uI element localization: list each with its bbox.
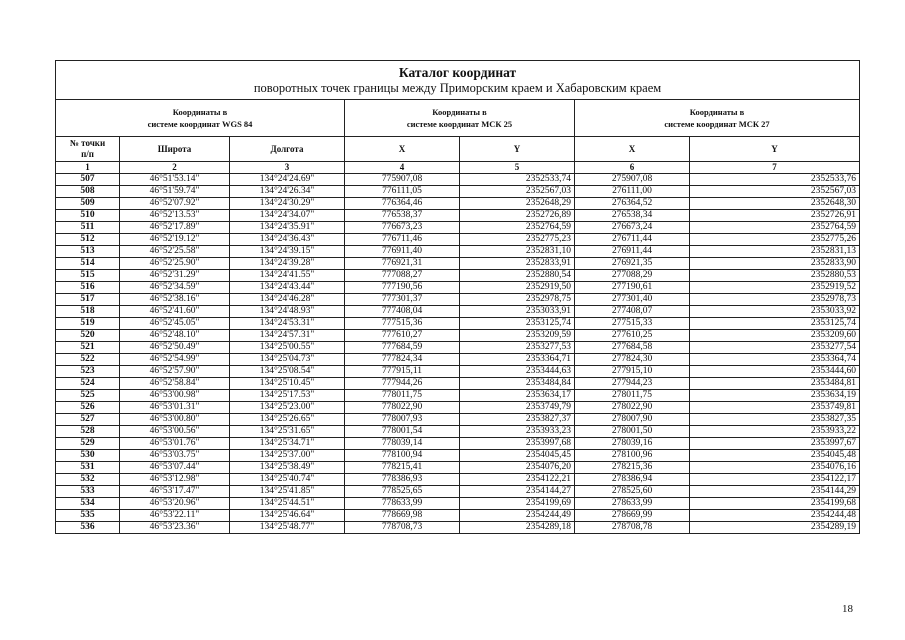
table-row xyxy=(56,186,860,198)
cell-latitude: 46°52'13.53" xyxy=(120,210,230,222)
cell-x-msk25: 778215,41 xyxy=(345,462,460,474)
cell-latitude: 46°53'01.31" xyxy=(120,402,230,414)
cell-y-msk27: 2353484,81 xyxy=(690,378,860,390)
table-row xyxy=(56,450,860,462)
cell-point-number: 535 xyxy=(56,510,120,522)
header-x-msk27: X xyxy=(575,137,690,162)
cell-point-number: 523 xyxy=(56,366,120,378)
cell-point-number: 520 xyxy=(56,330,120,342)
table-row xyxy=(56,198,860,210)
cell-x-msk27: 276673,24 xyxy=(575,222,690,234)
cell-y-msk25: 2353827,37 xyxy=(460,414,575,426)
cell-point-number: 510 xyxy=(56,210,120,222)
cell-point-number: 529 xyxy=(56,438,120,450)
cell-longitude: 134°25'38.49" xyxy=(230,462,345,474)
cell-x-msk25: 777408,04 xyxy=(345,306,460,318)
cell-longitude: 134°24'34.07" xyxy=(230,210,345,222)
cell-y-msk25: 2354144,27 xyxy=(460,486,575,498)
cell-y-msk25: 2353125,74 xyxy=(460,318,575,330)
cell-x-msk25: 777610,27 xyxy=(345,330,460,342)
cell-latitude: 46°53'00.80" xyxy=(120,414,230,426)
cell-longitude: 134°24'48.93" xyxy=(230,306,345,318)
cell-y-msk25: 2354289,18 xyxy=(460,522,575,534)
cell-x-msk25: 776673,23 xyxy=(345,222,460,234)
cell-y-msk27: 2353364,74 xyxy=(690,354,860,366)
cell-longitude: 134°25'31.65" xyxy=(230,426,345,438)
cell-x-msk25: 778386,93 xyxy=(345,474,460,486)
cell-latitude: 46°53'23.36" xyxy=(120,522,230,534)
cell-x-msk25: 778022,90 xyxy=(345,402,460,414)
cell-point-number: 509 xyxy=(56,198,120,210)
cell-x-msk27: 278100,96 xyxy=(575,450,690,462)
cell-latitude: 46°52'38.16" xyxy=(120,294,230,306)
cell-y-msk25: 2353277,53 xyxy=(460,342,575,354)
cell-y-msk27: 2353827,35 xyxy=(690,414,860,426)
cell-latitude: 46°52'25.58" xyxy=(120,246,230,258)
cell-latitude: 46°52'19.12" xyxy=(120,234,230,246)
column-number: 1 xyxy=(56,162,120,174)
cell-latitude: 46°52'45.05" xyxy=(120,318,230,330)
cell-point-number: 533 xyxy=(56,486,120,498)
cell-latitude: 46°53'01.76" xyxy=(120,438,230,450)
cell-y-msk25: 2353444,63 xyxy=(460,366,575,378)
cell-y-msk25: 2352978,75 xyxy=(460,294,575,306)
cell-x-msk27: 277408,07 xyxy=(575,306,690,318)
cell-point-number: 534 xyxy=(56,498,120,510)
cell-latitude: 46°52'17.89" xyxy=(120,222,230,234)
cell-latitude: 46°52'25.90" xyxy=(120,258,230,270)
header-y-msk27: Y xyxy=(690,137,860,162)
cell-point-number: 508 xyxy=(56,186,120,198)
cell-x-msk27: 278011,75 xyxy=(575,390,690,402)
cell-x-msk27: 277944,23 xyxy=(575,378,690,390)
cell-y-msk25: 2352831,10 xyxy=(460,246,575,258)
cell-x-msk27: 277190,61 xyxy=(575,282,690,294)
cell-latitude: 46°52'34.59" xyxy=(120,282,230,294)
cell-longitude: 134°25'10.45" xyxy=(230,378,345,390)
cell-x-msk27: 277610,25 xyxy=(575,330,690,342)
cell-x-msk25: 776921,31 xyxy=(345,258,460,270)
cell-point-number: 517 xyxy=(56,294,120,306)
cell-y-msk27: 2352978,73 xyxy=(690,294,860,306)
cell-y-msk25: 2353209,59 xyxy=(460,330,575,342)
cell-x-msk25: 776911,40 xyxy=(345,246,460,258)
table-row xyxy=(56,378,860,390)
cell-longitude: 134°25'37.00" xyxy=(230,450,345,462)
cell-latitude: 46°51'59.74" xyxy=(120,186,230,198)
cell-x-msk27: 276364,52 xyxy=(575,198,690,210)
cell-y-msk27: 2352726,91 xyxy=(690,210,860,222)
page-number: 18 xyxy=(842,603,853,615)
cell-longitude: 134°25'26.65" xyxy=(230,414,345,426)
cell-longitude: 134°24'35.91" xyxy=(230,222,345,234)
cell-longitude: 134°24'43.44" xyxy=(230,282,345,294)
cell-x-msk27: 278669,99 xyxy=(575,510,690,522)
cell-y-msk25: 2353634,17 xyxy=(460,390,575,402)
cell-x-msk25: 777515,36 xyxy=(345,318,460,330)
cell-point-number: 532 xyxy=(56,474,120,486)
cell-y-msk27: 2353749,81 xyxy=(690,402,860,414)
header-x-msk25: X xyxy=(345,137,460,162)
coordinate-catalog xyxy=(55,60,859,534)
cell-latitude: 46°53'03.75" xyxy=(120,450,230,462)
cell-latitude: 46°53'22.11" xyxy=(120,510,230,522)
cell-x-msk27: 277684,58 xyxy=(575,342,690,354)
cell-x-msk27: 278039,16 xyxy=(575,438,690,450)
cell-y-msk27: 2353033,92 xyxy=(690,306,860,318)
cell-x-msk25: 778525,65 xyxy=(345,486,460,498)
cell-x-msk27: 275907,08 xyxy=(575,174,690,186)
coordinate-table xyxy=(55,60,860,534)
cell-x-msk27: 278708,78 xyxy=(575,522,690,534)
cell-longitude: 134°24'39.28" xyxy=(230,258,345,270)
cell-longitude: 134°25'34.71" xyxy=(230,438,345,450)
table-row xyxy=(56,354,860,366)
cell-x-msk25: 777824,34 xyxy=(345,354,460,366)
table-row xyxy=(56,438,860,450)
cell-latitude: 46°52'07.92" xyxy=(120,198,230,210)
cell-latitude: 46°53'07.44" xyxy=(120,462,230,474)
cell-y-msk27: 2353933,22 xyxy=(690,426,860,438)
cell-point-number: 536 xyxy=(56,522,120,534)
cell-latitude: 46°53'00.56" xyxy=(120,426,230,438)
table-row xyxy=(56,390,860,402)
cell-longitude: 134°24'39.15" xyxy=(230,246,345,258)
table-row xyxy=(56,234,860,246)
cell-point-number: 531 xyxy=(56,462,120,474)
cell-latitude: 46°52'54.99" xyxy=(120,354,230,366)
cell-x-msk25: 776364,46 xyxy=(345,198,460,210)
cell-x-msk27: 278386,94 xyxy=(575,474,690,486)
cell-point-number: 507 xyxy=(56,174,120,186)
cell-x-msk27: 277515,33 xyxy=(575,318,690,330)
cell-x-msk25: 776711,46 xyxy=(345,234,460,246)
cell-y-msk27: 2354144,29 xyxy=(690,486,860,498)
cell-y-msk27: 2353444,60 xyxy=(690,366,860,378)
cell-x-msk25: 777684,59 xyxy=(345,342,460,354)
cell-x-msk27: 277301,40 xyxy=(575,294,690,306)
column-number: 6 xyxy=(575,162,690,174)
cell-longitude: 134°25'00.55" xyxy=(230,342,345,354)
cell-y-msk25: 2352764,59 xyxy=(460,222,575,234)
cell-point-number: 519 xyxy=(56,318,120,330)
cell-longitude: 134°25'08.54" xyxy=(230,366,345,378)
cell-y-msk27: 2352567,03 xyxy=(690,186,860,198)
table-row xyxy=(56,402,860,414)
column-number: 7 xyxy=(690,162,860,174)
cell-x-msk27: 277088,29 xyxy=(575,270,690,282)
cell-x-msk25: 776538,37 xyxy=(345,210,460,222)
cell-x-msk25: 778007,93 xyxy=(345,414,460,426)
cell-longitude: 134°24'53.31" xyxy=(230,318,345,330)
table-row xyxy=(56,210,860,222)
table-row xyxy=(56,294,860,306)
table-row xyxy=(56,522,860,534)
group-msk27: Координаты в системе координат МСК 27 xyxy=(575,100,860,137)
cell-point-number: 511 xyxy=(56,222,120,234)
cell-latitude: 46°52'58.84" xyxy=(120,378,230,390)
cell-x-msk27: 278001,50 xyxy=(575,426,690,438)
header-y-msk25: Y xyxy=(460,137,575,162)
cell-x-msk27: 276538,34 xyxy=(575,210,690,222)
cell-x-msk27: 277915,10 xyxy=(575,366,690,378)
cell-y-msk27: 2352775,26 xyxy=(690,234,860,246)
cell-x-msk25: 777301,37 xyxy=(345,294,460,306)
cell-y-msk25: 2354122,21 xyxy=(460,474,575,486)
catalog-subtitle: поворотных точек границы между Приморским краем и Хабаровским краем xyxy=(253,81,662,95)
catalog-title: Каталог координат xyxy=(398,65,517,80)
cell-longitude: 134°25'04.73" xyxy=(230,354,345,366)
cell-longitude: 134°24'46.28" xyxy=(230,294,345,306)
cell-x-msk27: 276711,44 xyxy=(575,234,690,246)
cell-point-number: 514 xyxy=(56,258,120,270)
column-number: 2 xyxy=(120,162,230,174)
cell-y-msk25: 2353749,79 xyxy=(460,402,575,414)
cell-x-msk27: 276911,44 xyxy=(575,246,690,258)
cell-x-msk25: 776111,05 xyxy=(345,186,460,198)
cell-x-msk27: 278022,90 xyxy=(575,402,690,414)
cell-y-msk25: 2352880,54 xyxy=(460,270,575,282)
cell-x-msk25: 777944,26 xyxy=(345,378,460,390)
header-point-number: № точки п/п xyxy=(56,137,120,162)
cell-x-msk25: 778669,98 xyxy=(345,510,460,522)
cell-longitude: 134°25'46.64" xyxy=(230,510,345,522)
table-row xyxy=(56,318,860,330)
cell-y-msk27: 2354076,16 xyxy=(690,462,860,474)
table-row xyxy=(56,246,860,258)
cell-y-msk25: 2354076,20 xyxy=(460,462,575,474)
cell-x-msk25: 777088,27 xyxy=(345,270,460,282)
cell-y-msk27: 2353634,19 xyxy=(690,390,860,402)
cell-point-number: 512 xyxy=(56,234,120,246)
cell-latitude: 46°51'53.14" xyxy=(120,174,230,186)
table-row xyxy=(56,486,860,498)
cell-x-msk27: 278215,36 xyxy=(575,462,690,474)
table-row xyxy=(56,474,860,486)
cell-y-msk27: 2353997,67 xyxy=(690,438,860,450)
table-row xyxy=(56,462,860,474)
cell-y-msk25: 2353033,91 xyxy=(460,306,575,318)
cell-point-number: 525 xyxy=(56,390,120,402)
cell-y-msk25: 2353364,71 xyxy=(460,354,575,366)
cell-y-msk27: 2354045,48 xyxy=(690,450,860,462)
cell-point-number: 527 xyxy=(56,414,120,426)
cell-latitude: 46°52'41.60" xyxy=(120,306,230,318)
table-row xyxy=(56,174,860,186)
cell-latitude: 46°53'00.98" xyxy=(120,390,230,402)
table-row xyxy=(56,282,860,294)
cell-y-msk27: 2352880,53 xyxy=(690,270,860,282)
cell-latitude: 46°53'17.47" xyxy=(120,486,230,498)
cell-y-msk25: 2352533,74 xyxy=(460,174,575,186)
cell-x-msk25: 778100,94 xyxy=(345,450,460,462)
cell-y-msk27: 2352831,13 xyxy=(690,246,860,258)
cell-x-msk27: 278525,60 xyxy=(575,486,690,498)
table-row xyxy=(56,414,860,426)
cell-longitude: 134°24'24.69" xyxy=(230,174,345,186)
cell-y-msk25: 2352648,29 xyxy=(460,198,575,210)
cell-latitude: 46°52'50.49" xyxy=(120,342,230,354)
cell-y-msk25: 2354244,49 xyxy=(460,510,575,522)
cell-x-msk25: 777915,11 xyxy=(345,366,460,378)
cell-point-number: 524 xyxy=(56,378,120,390)
cell-x-msk27: 276111,00 xyxy=(575,186,690,198)
cell-y-msk27: 2353209,60 xyxy=(690,330,860,342)
table-row xyxy=(56,306,860,318)
cell-point-number: 516 xyxy=(56,282,120,294)
cell-y-msk27: 2352764,59 xyxy=(690,222,860,234)
cell-point-number: 526 xyxy=(56,402,120,414)
cell-y-msk25: 2354045,45 xyxy=(460,450,575,462)
cell-longitude: 134°24'26.34" xyxy=(230,186,345,198)
column-number: 3 xyxy=(230,162,345,174)
cell-x-msk27: 278633,99 xyxy=(575,498,690,510)
cell-x-msk25: 777190,56 xyxy=(345,282,460,294)
cell-point-number: 521 xyxy=(56,342,120,354)
cell-longitude: 134°24'41.55" xyxy=(230,270,345,282)
cell-y-msk25: 2353484,84 xyxy=(460,378,575,390)
group-wgs84: Координаты в системе координат WGS 84 xyxy=(56,100,345,137)
table-title-cell xyxy=(56,61,860,100)
cell-point-number: 528 xyxy=(56,426,120,438)
cell-longitude: 134°25'44.51" xyxy=(230,498,345,510)
cell-point-number: 530 xyxy=(56,450,120,462)
cell-y-msk27: 2352833,90 xyxy=(690,258,860,270)
cell-y-msk25: 2352833,91 xyxy=(460,258,575,270)
table-row xyxy=(56,426,860,438)
cell-y-msk25: 2354199,69 xyxy=(460,498,575,510)
cell-y-msk25: 2353997,68 xyxy=(460,438,575,450)
cell-y-msk27: 2352919,52 xyxy=(690,282,860,294)
cell-latitude: 46°53'12.98" xyxy=(120,474,230,486)
table-row xyxy=(56,222,860,234)
cell-y-msk27: 2354122,17 xyxy=(690,474,860,486)
table-row xyxy=(56,270,860,282)
cell-y-msk25: 2352775,23 xyxy=(460,234,575,246)
header-longitude: Долгота xyxy=(230,137,345,162)
cell-latitude: 46°52'31.29" xyxy=(120,270,230,282)
cell-x-msk25: 775907,08 xyxy=(345,174,460,186)
cell-point-number: 522 xyxy=(56,354,120,366)
column-number: 4 xyxy=(345,162,460,174)
column-number: 5 xyxy=(460,162,575,174)
table-row xyxy=(56,498,860,510)
header-latitude: Широта xyxy=(120,137,230,162)
cell-longitude: 134°24'57.31" xyxy=(230,330,345,342)
cell-latitude: 46°52'57.90" xyxy=(120,366,230,378)
cell-x-msk27: 278007,90 xyxy=(575,414,690,426)
cell-longitude: 134°25'23.00" xyxy=(230,402,345,414)
cell-point-number: 515 xyxy=(56,270,120,282)
cell-x-msk25: 778011,75 xyxy=(345,390,460,402)
cell-longitude: 134°24'30.29" xyxy=(230,198,345,210)
cell-y-msk27: 2354199,68 xyxy=(690,498,860,510)
cell-longitude: 134°24'36.43" xyxy=(230,234,345,246)
cell-x-msk25: 778001,54 xyxy=(345,426,460,438)
group-msk25: Координаты в системе координат МСК 25 xyxy=(345,100,575,137)
cell-latitude: 46°52'48.10" xyxy=(120,330,230,342)
table-row xyxy=(56,258,860,270)
cell-longitude: 134°25'40.74" xyxy=(230,474,345,486)
cell-y-msk25: 2352726,89 xyxy=(460,210,575,222)
table-row xyxy=(56,330,860,342)
cell-y-msk27: 2352533,76 xyxy=(690,174,860,186)
cell-x-msk25: 778633,99 xyxy=(345,498,460,510)
cell-y-msk25: 2352567,03 xyxy=(460,186,575,198)
cell-longitude: 134°25'48.77" xyxy=(230,522,345,534)
cell-point-number: 518 xyxy=(56,306,120,318)
cell-y-msk27: 2354244,48 xyxy=(690,510,860,522)
cell-y-msk27: 2353277,54 xyxy=(690,342,860,354)
table-row xyxy=(56,366,860,378)
cell-y-msk27: 2352648,30 xyxy=(690,198,860,210)
cell-x-msk25: 778708,73 xyxy=(345,522,460,534)
table-row xyxy=(56,342,860,354)
cell-y-msk27: 2354289,19 xyxy=(690,522,860,534)
cell-y-msk25: 2352919,50 xyxy=(460,282,575,294)
cell-x-msk27: 277824,30 xyxy=(575,354,690,366)
cell-latitude: 46°53'20.96" xyxy=(120,498,230,510)
cell-longitude: 134°25'41.85" xyxy=(230,486,345,498)
cell-longitude: 134°25'17.53" xyxy=(230,390,345,402)
cell-y-msk27: 2353125,74 xyxy=(690,318,860,330)
cell-x-msk25: 778039,14 xyxy=(345,438,460,450)
cell-y-msk25: 2353933,23 xyxy=(460,426,575,438)
cell-point-number: 513 xyxy=(56,246,120,258)
table-row xyxy=(56,510,860,522)
cell-x-msk27: 276921,35 xyxy=(575,258,690,270)
